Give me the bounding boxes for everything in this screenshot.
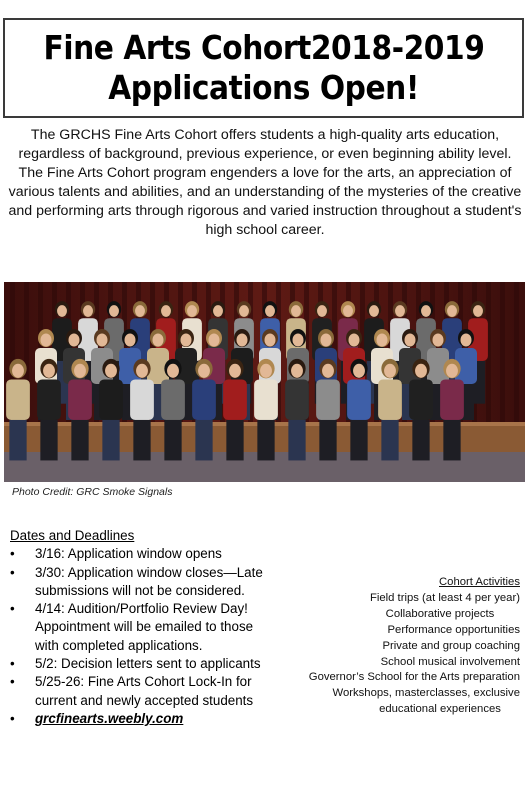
title-line-1: Fine Arts Cohort2018-2019 bbox=[43, 28, 484, 67]
dates-list bbox=[10, 545, 280, 728]
date-item: • 4/14: Audition/Portfolio Review Day! Appointment will be emailed to those with completed applications. bbox=[10, 600, 280, 655]
activity-item: Collaborative projects bbox=[385, 607, 495, 620]
activity-item: Private and group coaching bbox=[382, 639, 520, 652]
activity-item: educational experiences bbox=[379, 703, 501, 716]
activities-section bbox=[270, 575, 520, 718]
title-box bbox=[3, 18, 524, 118]
date-item: • 5/25-26: Fine Arts Cohort Lock-In for current and newly accepted students bbox=[10, 673, 280, 710]
activity-item: Field trips (at least 4 per year) bbox=[369, 591, 520, 604]
intro-paragraph: The GRCHS Fine Arts Cohort offers students a high-quality arts education, regardless of background, previous experience, or even beginning ability level. The Fine Arts Cohort program engenders a love for the arts, an appreciation of various talents and abilities, and an understanding of the mysteries of the creative and performing arts through rigorous and varied instruction throughout a student's high school career. bbox=[8, 127, 522, 238]
title-line-2: Applications Open! bbox=[108, 68, 419, 107]
photo-credit: Photo Credit: GRC Smoke Signals bbox=[12, 486, 173, 498]
activity-item: School musical involvement bbox=[380, 655, 520, 668]
date-item: • 5/2: Decision letters sent to applicants bbox=[10, 655, 280, 673]
activities-heading: Cohort Activities bbox=[439, 576, 520, 588]
date-item: • 3/30: Application window closes—Late submissions will not be considered. bbox=[10, 564, 280, 601]
dates-section bbox=[10, 527, 280, 728]
group-photo bbox=[4, 282, 525, 482]
activity-item: Governor’s School for the Arts preparation bbox=[308, 671, 520, 684]
website-link[interactable]: grcfinearts.weebly.com bbox=[35, 710, 184, 726]
date-item: • 3/16: Application window opens bbox=[10, 545, 280, 563]
activity-item: Workshops, masterclasses, exclusive bbox=[332, 687, 520, 700]
activity-item: Performance opportunities bbox=[387, 623, 520, 636]
website-item bbox=[10, 710, 280, 728]
dates-heading: Dates and Deadlines bbox=[10, 528, 135, 543]
